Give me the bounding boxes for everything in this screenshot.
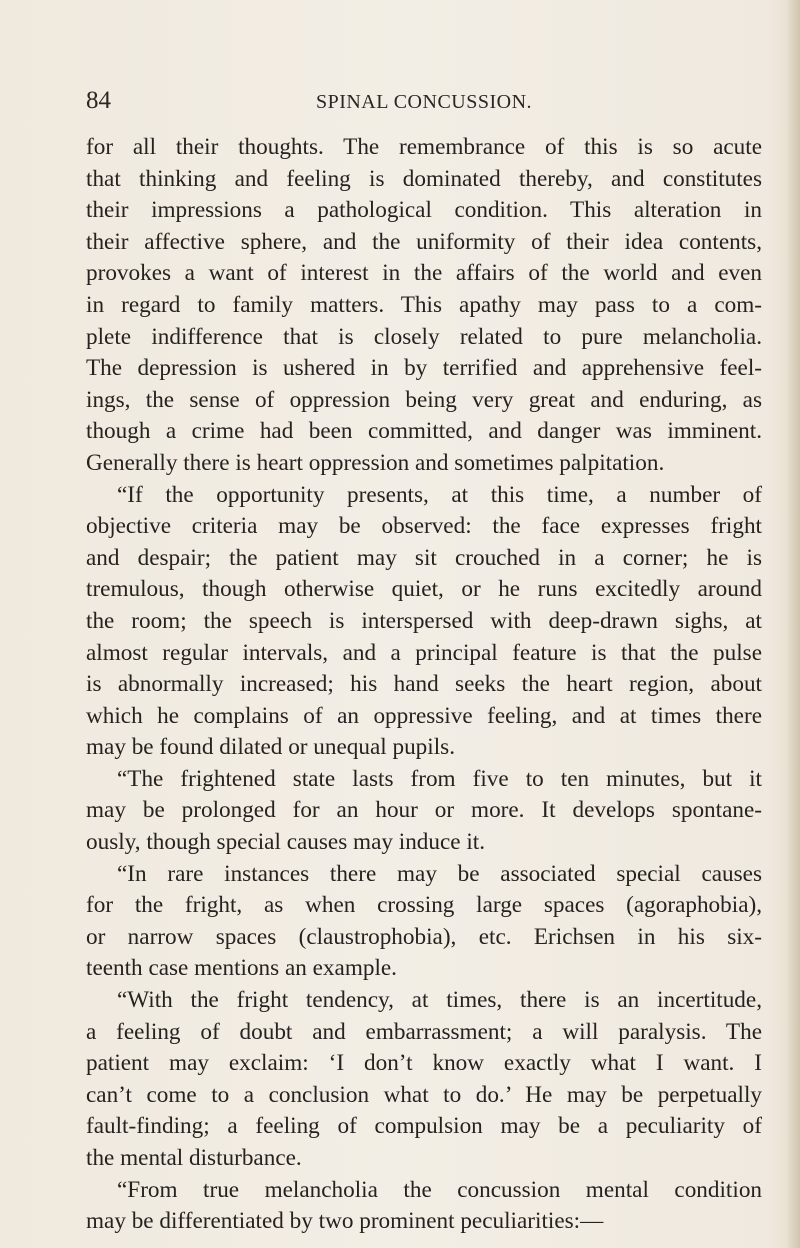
text-line: ously, though special causes may induce it. <box>86 829 486 856</box>
text-line: patient may exclaim: ‘I don’t know exactly what I want. I <box>86 1050 762 1077</box>
text-line: The depression is ushered in by terrified and apprehensive feel- <box>86 355 762 382</box>
text-line: objective criteria may be observed: the face expresses fright <box>86 513 762 540</box>
text-line: tremulous, though otherwise quiet, or he runs excitedly around <box>86 576 762 603</box>
text-line: for all their thoughts. The remembrance of this is so acute <box>86 134 762 160</box>
text-line: is abnormally increased; his hand seeks the heart region, about <box>86 671 762 698</box>
text-line: plete indifference that is closely related to pure melancholia. <box>86 323 762 350</box>
text-line: or narrow spaces (claustrophobia), etc. Erichsen in his six- <box>86 923 762 950</box>
text-line: “With the fright tendency, at times, there is an incertitude, <box>117 987 762 1014</box>
text-line: “In rare instances there may be associated special causes <box>117 860 762 887</box>
page-number: 84 <box>86 87 111 114</box>
text-line: can’t come to a conclusion what to do.’ He may be perpetually <box>86 1081 762 1108</box>
text-line: their affective sphere, and the uniformity of their idea contents, <box>86 228 762 255</box>
text-line: a feeling of doubt and embarrassment; a will paralysis. The <box>86 1018 762 1045</box>
text-line: may be prolonged for an hour or more. It develops spontane- <box>86 797 762 824</box>
text-line: teenth case mentions an example. <box>86 955 397 982</box>
text-line: and despair; the patient may sit crouched in a corner; he is <box>86 544 762 571</box>
text-line: ings, the sense of oppression being very great and enduring, as <box>86 386 762 413</box>
text-line: Generally there is heart oppression and sometimes palpitation. <box>86 449 665 476</box>
text-line: the mental disturbance. <box>86 1145 302 1171</box>
text-line: though a crime had been committed, and danger was imminent. <box>86 418 762 445</box>
text-line: their impressions a pathological condition. This alteration in <box>86 197 762 224</box>
text-line: the room; the speech is interspersed with deep-drawn sighs, at <box>86 607 762 634</box>
text-line: in regard to family matters. This apathy may pass to a com- <box>86 291 762 318</box>
text-line: “If the opportunity presents, at this time, a number of <box>117 481 762 508</box>
text-line: that thinking and feeling is dominated thereby, and constitutes <box>86 165 762 192</box>
text-line: almost regular intervals, and a principal feature is that the pulse <box>86 639 762 666</box>
page-edge-shadow <box>786 0 800 1248</box>
text-line: “From true melancholia the concussion mental condition <box>117 1176 762 1203</box>
body-text <box>86 132 762 1238</box>
text-line: which he complains of an oppressive feeling, and at times there <box>86 702 762 729</box>
text-line: provokes a want of interest in the affairs of the world and even <box>86 260 762 287</box>
running-head <box>86 86 762 120</box>
text-line: “The frightened state lasts from five to ten minutes, but it <box>117 765 762 792</box>
text-line: for the fright, as when crossing large spaces (agoraphobia), <box>86 892 762 919</box>
text-line: may be differentiated by two prominent peculiarities:— <box>86 1208 604 1235</box>
running-title: SPINAL CONCUSSION. <box>315 91 533 113</box>
text-line: fault-finding; a feeling of compulsion may be a peculiarity of <box>86 1113 762 1140</box>
text-line: may be found dilated or unequal pupils. <box>86 734 455 761</box>
